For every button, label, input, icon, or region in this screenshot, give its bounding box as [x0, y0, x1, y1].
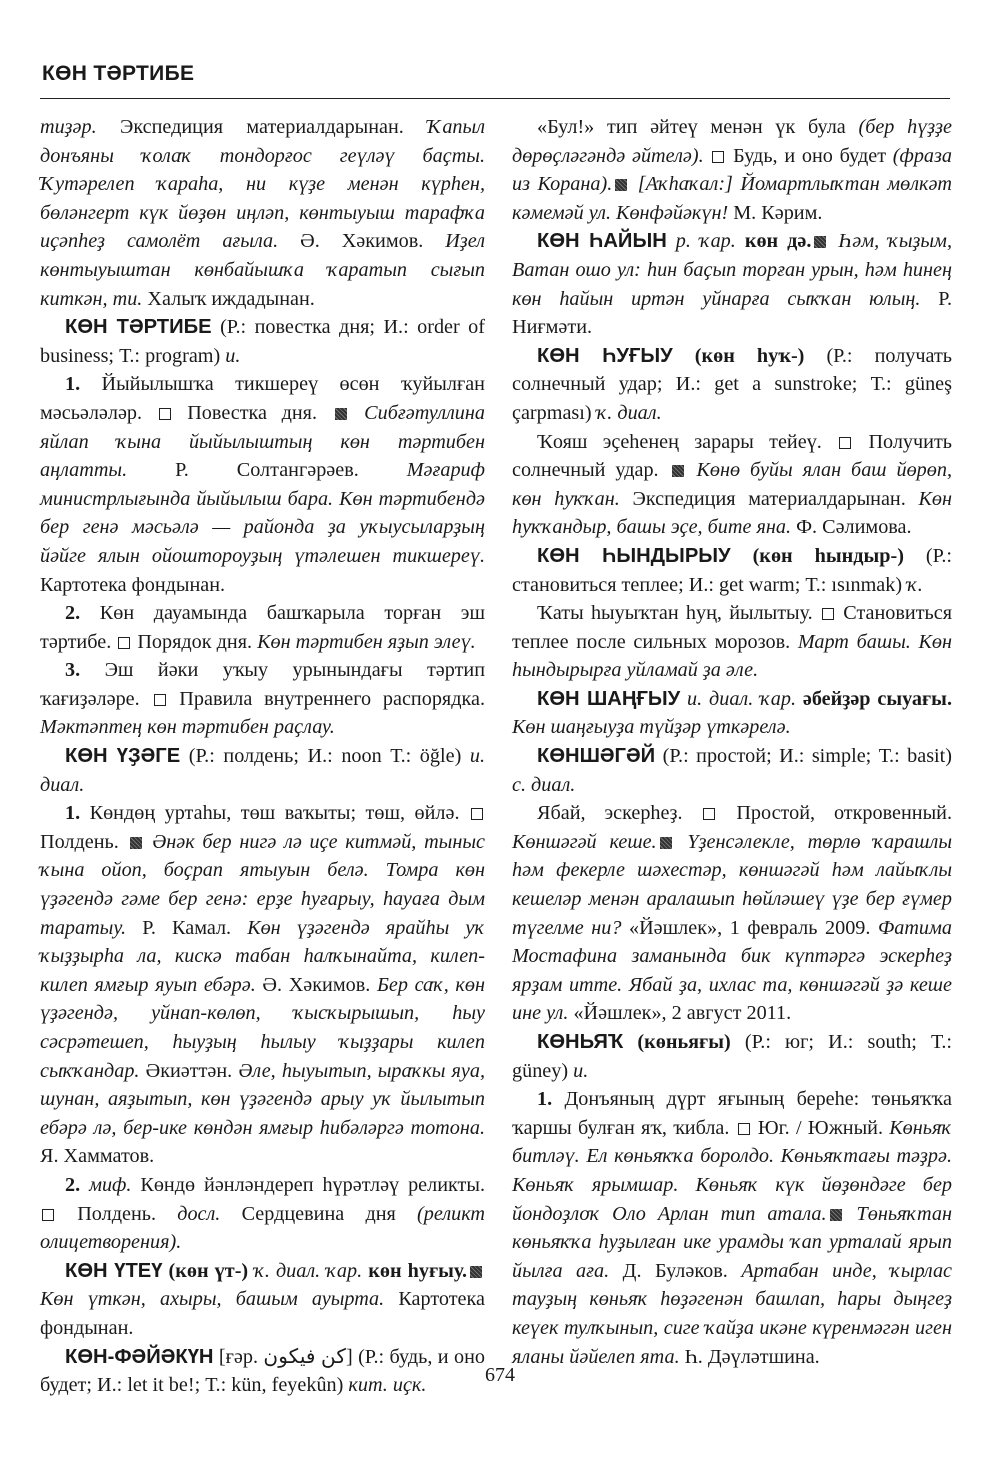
text-run: досл.: [177, 1202, 221, 1225]
black-square-marker-icon: [672, 465, 684, 477]
dictionary-paragraph: [40, 599, 485, 656]
white-square-marker-icon: [703, 808, 715, 820]
text-run: Фатима Мостафина заманында бик күптәргә эскерһеҙ ярҙам итте. Ябай ҙа, ихлас та, көншәгәй ҙә кеше ине ул.: [512, 916, 952, 1025]
page-header: [40, 58, 950, 99]
dictionary-paragraph: [512, 227, 952, 341]
dictionary-paragraph: [40, 1257, 485, 1343]
headword: КӨН ТӘРТИБЕ: [65, 316, 212, 339]
dictionary-paragraph: [40, 799, 485, 1171]
text-run: «Йәшлек», 2 август 2011.: [568, 1002, 792, 1025]
page-number: 674: [485, 1364, 515, 1386]
text-run: Ҡапыл донъяны ҡолаҡ тондорғос геүләү баҫты. Ҡутәрелеп ҡараһа, ни күҙе менән күрһен, бөләнгерт күк йөҙөн иңләп, көнтыуыш тарафҡа иҫәпһеҙ самолёт ағыла.: [40, 116, 485, 253]
text-run: Повестка дня.: [172, 401, 332, 424]
black-square-marker-icon: [814, 236, 826, 248]
text-run: М. Кәрим.: [728, 201, 823, 224]
white-square-marker-icon: [118, 637, 130, 649]
text-run: Көн үҙәгендә ярайһы уҡ ҡыҙҙырһа ла, кискә табан һалҡынайта, килеп-килеп ямғыр яуып ебәрә.: [40, 916, 485, 996]
text-run: Ябай, эскерһеҙ.: [537, 802, 702, 825]
text-run: (көн һуҡ-): [672, 344, 827, 367]
text-run: 2.: [65, 1173, 81, 1196]
white-square-marker-icon: [712, 151, 724, 163]
text-run: ҡ. диал. ҡар.: [254, 1259, 363, 1282]
white-square-marker-icon: [159, 408, 171, 420]
text-run: и.: [225, 344, 241, 367]
text-run: Ҡаты һыуыҡтан һуң, йылытыу.: [537, 602, 820, 625]
text-run: 1.: [65, 373, 81, 396]
text-run: [ғәр. كن فيكون] (Р.: будь, и оно будет; И.: let it be!; Т.: kün, feyekûn): [40, 1345, 485, 1397]
text-run: Простой, откровенный.: [717, 802, 952, 825]
text-run: Төньяҡтан көньяҡҡа һуҙылған ике урамды ҡап урталай ярып йылға аға.: [512, 1202, 952, 1282]
right-column: [512, 113, 952, 1371]
dictionary-paragraph: [512, 599, 952, 685]
text-run: Артабан инде, ҡырлас тауҙың көньяҡ һөҙәгенән башлап, һары дыңгеҙ кеүек тулҡынып, сиге ҡайҙа икәне күренмәгән иген яланы йәйелеп ята.: [512, 1259, 952, 1368]
dictionary-paragraph: [512, 542, 952, 599]
headword: КӨН ҺАЙЫН: [537, 230, 667, 253]
black-square-marker-icon: [615, 179, 627, 191]
text-run: Иҙел көнтыуыштан көнбайышҡа ҡаратып сығып киткән, ти.: [40, 230, 485, 310]
text-run: «Бул!» тип әйтеү менән үк була: [537, 116, 859, 138]
text-run: и. диал. ҡар.: [680, 687, 797, 710]
text-run: әбейҙәр сыуағы.: [796, 687, 952, 710]
text-run: Сибғәтуллина яйлап ҡына йыйылыштың көн тәртибен аңлатты.: [40, 401, 485, 482]
left-column: [40, 113, 485, 1400]
text-run: Р. Камал.: [126, 916, 248, 939]
black-square-marker-icon: [660, 837, 672, 849]
black-square-marker-icon: [470, 1266, 482, 1278]
text-run: Халыҡ иждадынан.: [142, 287, 315, 310]
headword: КӨН ҺЫНДЫРЫУ: [537, 544, 731, 567]
dictionary-paragraph: [512, 799, 952, 1028]
headword: КӨНШӘГӘЙ: [537, 745, 656, 768]
text-run: (Р.: повестка дня; И.: order of business; Т.: program): [40, 316, 486, 367]
dictionary-paragraph: [40, 1171, 485, 1257]
text-run: Көн һуҡҡандыр, башы эҫе, бите яна.: [512, 487, 952, 539]
text-run: көн дә.: [735, 230, 812, 253]
text-run: Йыйылышҡа тикшереү өсөн ҡуйылған мәсьәләләр.: [40, 373, 485, 424]
dictionary-paragraph: [512, 1085, 952, 1371]
text-run: Мәктәптең көн тәртибен раҫлау.: [40, 716, 335, 739]
text-run: Сердцевина дня: [220, 1202, 418, 1225]
text-run: Көндө йәнләндереп һүрәтләү реликты.: [131, 1173, 485, 1196]
white-square-marker-icon: [738, 1123, 750, 1135]
text-run: Полдень.: [40, 830, 127, 853]
text-run: Получить солнечный удар.: [512, 430, 952, 482]
dictionary-paragraph: [40, 313, 485, 370]
text-run: с. диал.: [512, 773, 576, 796]
dictionary-paragraph: [40, 370, 485, 599]
text-run: Көншәгәй кеше.: [512, 830, 657, 853]
text-run: (Р.: простой; И.: simple; Т.: basit): [655, 745, 952, 768]
text-run: Экспедиция материалдарынан.: [619, 487, 919, 510]
text-run: Донъяның дүрт яғының береһе: төньяҡҡа ҡаршы булған яҡ, ҡибла.: [512, 1088, 952, 1139]
text-run: и. диал.: [40, 745, 485, 796]
dictionary-paragraph: [512, 1028, 952, 1085]
text-run: ҡ. диал.: [596, 401, 662, 424]
text-run: Р. Солтангәрәев.: [127, 459, 407, 482]
dictionary-paragraph: [40, 742, 485, 799]
text-run: Үҙенсәлекле, төрлө ҡарашлы һәм фекерле шәхестәр, көншәгәй һәм лайыҡлы кешеләр менән аралашып һөйләшеү үҙе бер ғүмер түгелме ни?: [512, 830, 952, 939]
text-run: Картотека фондынан.: [40, 1288, 485, 1339]
text-run: Правила внутреннего распорядка.: [167, 687, 485, 710]
headword: КӨНЬЯҠ: [537, 1031, 624, 1053]
white-square-marker-icon: [839, 437, 851, 449]
text-run: Экспедиция материалдарынан.: [96, 116, 428, 138]
text-run: (бер һүҙҙе дөрөҫләгәндә әйтелә).: [512, 116, 952, 167]
text-run: кит. иҫк.: [348, 1374, 427, 1397]
text-run: Эш йәки уҡыу урынындағы тәртип ҡағиҙәләре.: [40, 659, 485, 710]
text-run: Юг. / Южный.: [751, 1116, 890, 1139]
text-run: Мәғариф министрлығында йыйылыш бара. Көн тәртибендә бер генә мәсьәлә — районда ҙа уҡыусыларҙың йәйге ялын ойоштороуҙың үтәлешен тикшереү.: [40, 459, 485, 567]
text-run: 3.: [65, 659, 81, 682]
dictionary-paragraph: [512, 685, 952, 742]
text-run: Көн тәртибен яҙып элеү.: [257, 630, 476, 653]
dictionary-paragraph: [512, 742, 952, 799]
text-run: Әле, һыуытып, ыраҡкы яуа, шунан, аяҙытып, көн үҙәгендә арыу уҡ йылытып ебәрә лә, бер-ике көндән ямғыр һибәләргә тотона.: [40, 1059, 485, 1139]
black-square-marker-icon: [335, 408, 347, 420]
text-run: Становиться теплее после сильных морозов.: [512, 602, 952, 653]
headword: КӨН ҺУҒЫУ: [537, 344, 673, 367]
text-run: (Р.: полдень; И.: noon Т.: öğle): [180, 745, 470, 768]
text-run: Әнәк бер нигә лә иҫе китмәй, тыныс ҡына ойоп, боҫрап ятыуын белә. Томра көн үҙәгендә гәме бер генә: ерҙе һуғарыу, һауаға дым таратыу.: [40, 830, 485, 939]
headword: КӨН ҮТЕҮ: [65, 1259, 163, 1282]
text-run: [704, 145, 711, 167]
text-run: (Р.: становиться теплее; И.: get warm; Т.: ısınmak): [512, 544, 952, 596]
white-square-marker-icon: [154, 694, 166, 706]
white-square-marker-icon: [471, 808, 483, 820]
headword: КӨН-ФӘЙӘКҮН: [65, 1345, 214, 1368]
text-run: Ҡояш эҫеһенең зарары тейеү.: [537, 430, 838, 453]
text-run: Март башы. Көн һындырырға уйламай ҙа әле.: [512, 630, 952, 682]
text-run: Һ. Дәүләтшина.: [679, 1345, 820, 1368]
text-run: [Аҡһаҡал:] Йомартлыҡтан мөлкәт кәмемәй ул. Көнфәйәкүн!: [512, 173, 952, 224]
text-run: (көн һындыр-): [730, 544, 926, 567]
text-run: Әкиәттән.: [139, 1059, 239, 1082]
text-run: көн һуғыу.: [362, 1259, 467, 1282]
text-run: Полдень.: [56, 1202, 178, 1225]
black-square-marker-icon: [130, 837, 142, 849]
text-run: Будь, и оно будет: [726, 144, 893, 167]
text-run: (Р.: получать солнечный удар; И.: get a sunstroke; Т.: güneş çarpması): [512, 344, 952, 424]
running-head: КӨН ТӘРТИБЕ: [42, 62, 195, 85]
text-run: Көнө буйы ялан баш йөрөп, көн һуҡҡан.: [512, 459, 953, 510]
text-run: Көндөң уртаһы, төш ваҡыты; төш, өйлә.: [80, 802, 469, 825]
text-run: миф.: [80, 1173, 132, 1196]
dictionary-paragraph: [512, 428, 952, 542]
text-run: Көн дауамында башҡарыла торған эш тәртибе.: [40, 602, 485, 653]
text-run: (фраза из Корана).: [512, 144, 952, 196]
text-run: р. ҡар.: [666, 230, 736, 253]
text-run: ҡ.: [907, 573, 923, 596]
text-run: Бер саҡ, көн үҙәгендә, уйнап-көлөп, ҡысҡырышып, һыу сәсрәтешеп, һыуҙың һылыу ҡыҙҙары килеп сыҡҡандар.: [40, 973, 485, 1082]
text-run: Ә. Хәкимов.: [278, 230, 446, 253]
white-square-marker-icon: [822, 608, 834, 620]
text-run: «Йәшлек», 1 февраль 2009.: [621, 916, 879, 939]
text-run: Р. Ниғмәти.: [512, 287, 952, 339]
white-square-marker-icon: [42, 1209, 54, 1221]
text-run: Картотека фондынан.: [40, 573, 226, 596]
text-run: Я. Хамматов.: [40, 1145, 155, 1168]
text-run: 1.: [537, 1088, 553, 1111]
headword: КӨН ШАҢҒЫУ: [537, 687, 681, 710]
headword: КӨН ҮҘӘГЕ: [65, 745, 181, 768]
text-run: Ф. Сәлимова.: [791, 516, 912, 539]
text-run: (көн үт-): [162, 1259, 255, 1282]
text-run: и.: [573, 1059, 589, 1082]
text-run: 2.: [65, 602, 81, 625]
text-run: Көньяҡ битләү. Ел көньяҡҡа боролдо. Көньяҡтағы тәҙрә. Көньяҡ ярымшар. Көньяҡ күк йөҙөндәге бер йондоҙлоҡ Оло Арлан тип атала.: [512, 1116, 952, 1225]
text-run: Порядок дня.: [132, 630, 258, 653]
text-run: тиҙәр.: [40, 116, 97, 138]
dictionary-paragraph: [40, 656, 485, 742]
text-run: (реликт олицетворения).: [40, 1202, 485, 1254]
dictionary-paragraph: [512, 113, 952, 227]
black-square-marker-icon: [830, 1209, 842, 1221]
text-run: Һәм, ҡыҙым, Ватан ошо ул: һин баҫып торған урын, һәм һинең көн һайын иртән уйнарға сыҡҡан юлың.: [512, 230, 952, 310]
text-run: Көн үткән, ахыры, башым ауырта.: [40, 1288, 385, 1311]
text-run: Д. Буләков.: [609, 1259, 742, 1282]
text-run: Көн шаңғыуҙа түйҙәр үткәрелә.: [512, 716, 791, 739]
text-run: (көньяғы): [623, 1031, 745, 1053]
text-run: (Р.: юг; И.: south; Т.: güney): [512, 1031, 953, 1082]
dictionary-paragraph: [40, 113, 485, 313]
dictionary-paragraph: [512, 342, 952, 428]
text-run: Ә. Хәкимов.: [255, 973, 377, 996]
text-run: 1.: [65, 802, 81, 825]
